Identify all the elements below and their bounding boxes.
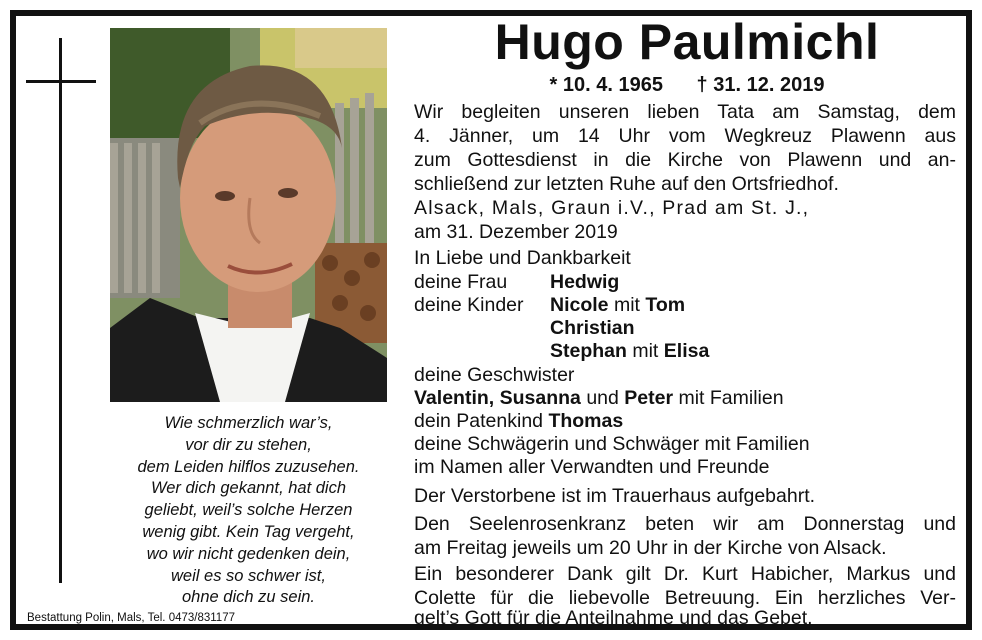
poem-line: wenig gibt. Kein Tag vergeht, [142,522,355,541]
mourner-children [414,293,685,317]
mourner-child [414,339,709,363]
portrait-photo [110,28,387,402]
poem-line: geliebt, weil’s solche Herzen [144,501,353,520]
mourner-label: deine Kinder [414,294,524,316]
mourner-name: Thomas [548,410,624,432]
rosary-line: am Freitag jeweils um 20 Uhr in der Kirche von Alsack. [414,537,887,559]
poem-line: wo wir nicht gedenken dein, [146,544,351,563]
death-date: † 31. 12. 2019 [696,74,825,96]
rosary-line: Den Seelenrosenkranz beten wir am Donnerstag und [414,513,956,535]
birth-date: * 10. 4. 1965 [549,74,663,96]
date-line: am 31. Dezember 2019 [414,221,618,243]
funeral-home-credit: Bestattung Polin, Mals, Tel. 0473/831177 [27,612,235,624]
mourner-in-laws: deine Schwägerin und Schwäger mit Familien [414,433,810,455]
mourners-intro: In Liebe und Dankbarkeit [414,247,631,269]
mourner-connector: mit [613,294,640,316]
life-dates [412,74,962,97]
mourner-child [414,316,635,340]
thanks-line: gelt’s Gott für die Anteilnahme und das Gebet. [414,607,813,629]
announcement-line: schließend zur letzten Ruhe auf den Ortsfriedhof. [414,173,839,195]
poem-line: vor dir zu stehen, [185,435,312,454]
poem-line: ohne dich zu sein. [181,588,315,607]
mourner-godchild [414,409,623,433]
deceased-name: Hugo Paulmichl [494,14,880,70]
announcement-line: Wir begleiten unseren lieben Tata am Samstag, dem [414,101,956,123]
mourner-relatives: im Namen aller Verwandten und Freunde [414,456,770,478]
cross-icon-horizontal [26,80,96,83]
mourner-label: dein Patenkind [414,410,544,432]
place-line: Alsack, Mals, Graun i.V., Prad am St. J., [414,197,810,219]
mourner-siblings [414,386,784,410]
mourner-connector: und [586,387,619,409]
thanks-line: Colette für die liebevolle Betreuung. Ein herzliches Ver- [414,587,956,609]
mourner-name: Valentin, Susanna [414,387,581,409]
cross-icon-vertical [59,38,62,583]
mourner-wife [414,270,619,294]
mourner-name: Elisa [663,340,710,362]
mourner-label: deine Frau [414,271,508,293]
portrait-photo-illustration [110,28,387,402]
mourner-connector: mit [632,340,659,362]
mourner-connector: mit Familien [678,387,784,409]
poem-line: Wer dich gekannt, hat dich [150,479,347,498]
announcement-line: 4. Jänner, um 14 Uhr vom Wegkreuz Plawenn aus [414,125,956,147]
mourner-name: Christian [550,317,635,339]
mourner-name: Stephan [550,340,627,362]
poem-line: dem Leiden hilflos zuzusehen. [137,457,360,476]
thanks-line: Ein besonderer Dank gilt Dr. Kurt Habicher, Markus und [414,563,956,585]
poem-line: weil es so schwer ist, [171,566,326,585]
siblings-label: deine Geschwister [414,364,575,386]
mourner-name: Tom [645,294,686,316]
poem-line: Wie schmerzlich war’s, [164,414,333,432]
mourner-name: Nicole [550,294,609,316]
mourner-name: Hedwig [550,271,620,293]
notice-wake: Der Verstorbene ist im Trauerhaus aufgebahrt. [414,485,816,507]
poem [110,413,387,609]
mourner-name: Peter [624,387,674,409]
announcement-line: zum Gottesdienst in die Kirche von Plawenn und an- [414,149,956,171]
